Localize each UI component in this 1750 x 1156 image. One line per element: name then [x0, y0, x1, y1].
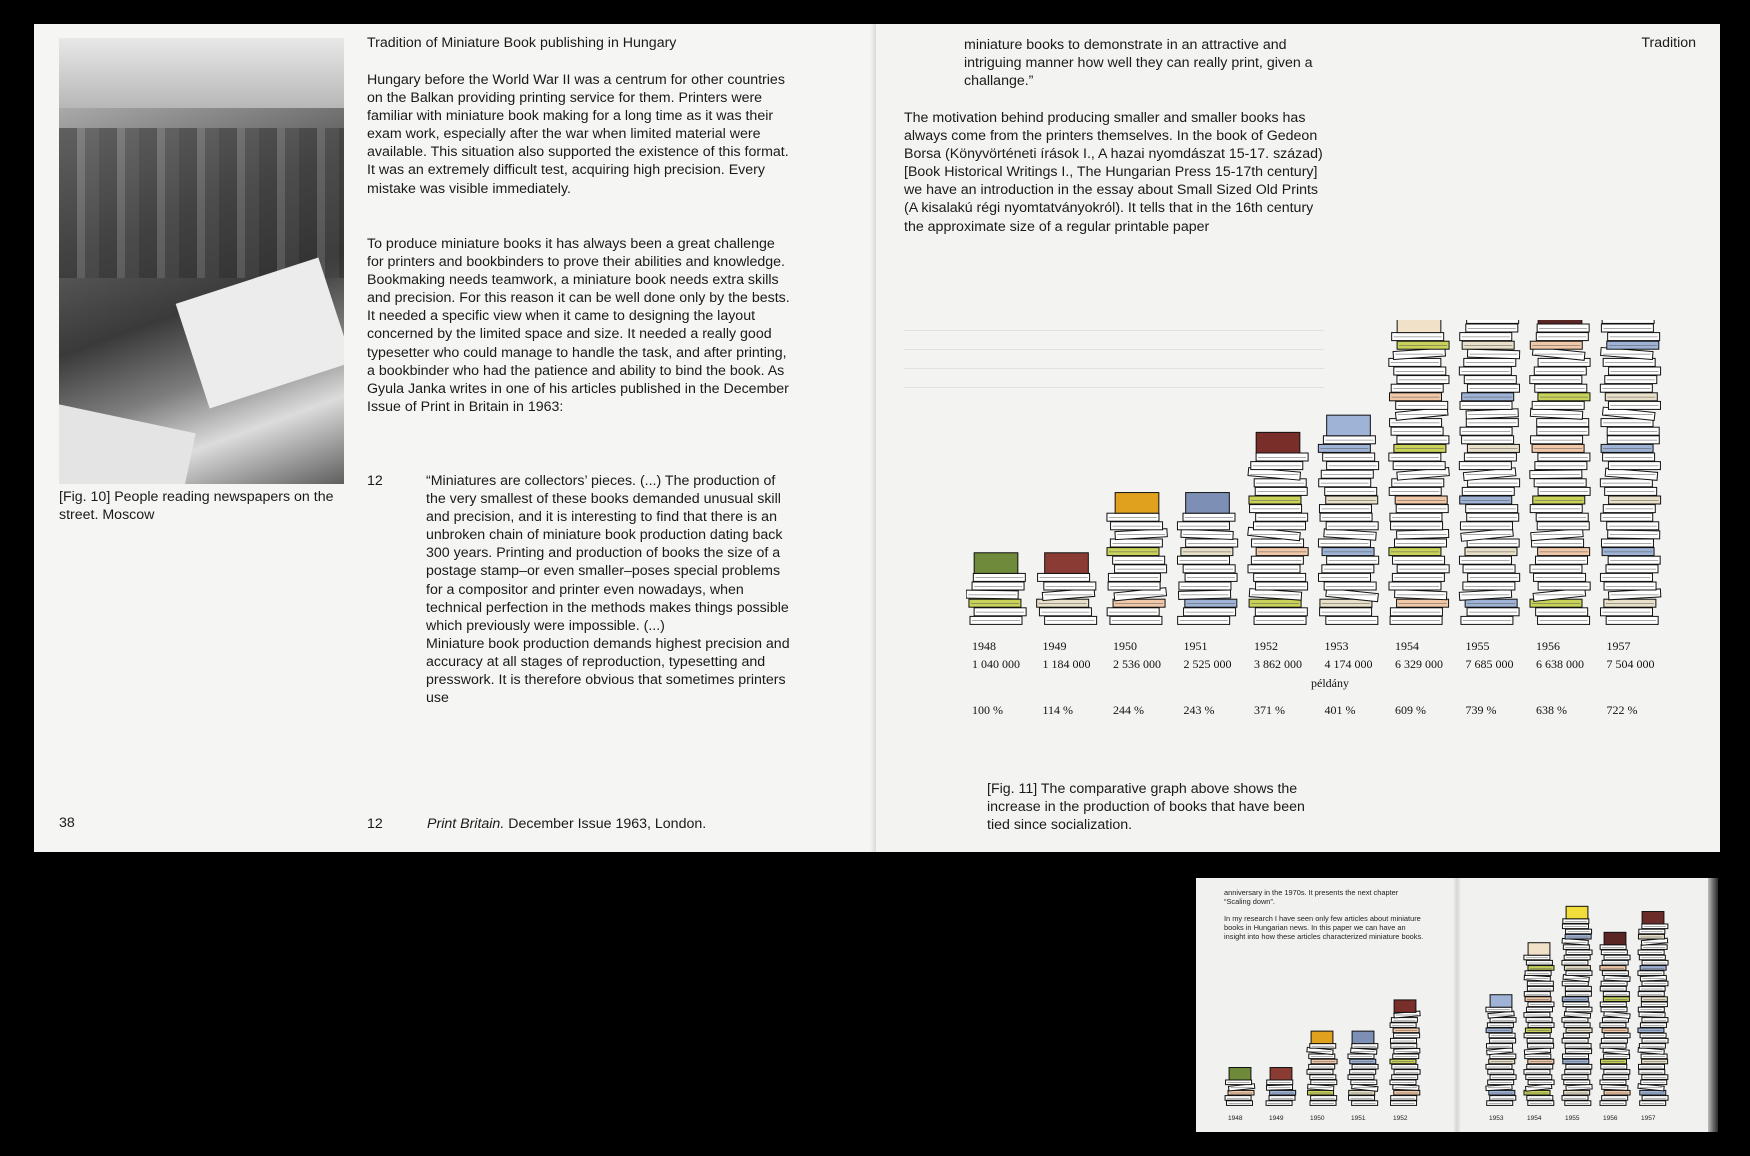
unit-label: példány — [1311, 676, 1349, 690]
page-number: 38 — [59, 815, 75, 831]
book-stack-1957 — [1600, 320, 1660, 624]
footnote-number: 12 — [367, 816, 383, 832]
copies-label: 7 685 000 — [1465, 657, 1514, 671]
percent-label: 401 % — [1324, 703, 1356, 717]
thumb-year-label: 1949 — [1269, 1115, 1284, 1122]
book-stack-1951 — [1177, 493, 1237, 625]
footnote — [427, 815, 847, 833]
book-stack-1955 — [1459, 320, 1519, 624]
year-label: 1952 — [1254, 639, 1278, 653]
quote-continued: Miniature book production demands highest precision and accuracy at all stages of reproduction, typesetting and presswork. It is therefore obvious that sometimes printers use — [426, 635, 790, 707]
thumb-year-label: 1948 — [1228, 1115, 1243, 1122]
thumb-year-label: 1957 — [1641, 1115, 1656, 1122]
thumb-year-label: 1950 — [1310, 1115, 1325, 1122]
left-page — [34, 24, 876, 852]
percent-label: 638 % — [1536, 703, 1567, 717]
year-label: 1950 — [1113, 639, 1137, 653]
thumb-stack-1951 — [1348, 1031, 1378, 1105]
body-paragraph-2: To produce miniature books it has always been a great challenge for printers and bookbinders to prove their abilities and knowledge. Bookmaking needs teamwork, a miniature book needs extra skills and precision. For this reason it can be well done only by the bests. It needed a specific view when it came to designing the layout concerned by the limited space and size. It needed a really good typesetter who could manage to handle the task, and after printing, a bookbinder who had the patience and ability to bind the book. As Gyula Janka writes in one of his articles published in the December Issue of Print in Britain in 1963: — [367, 236, 790, 415]
percent-label: 244 % — [1113, 703, 1144, 717]
book-stack-1949 — [1037, 553, 1097, 625]
copies-label: 7 504 000 — [1606, 657, 1655, 671]
figure-caption: [Fig. 11] The comparative graph above shows the increase in the production of books that have been tied since socialization. — [987, 781, 1305, 834]
body-paragraph: The motivation behind producing smaller and smaller books has always come from the printers themselves. In the book of Gedeon Borsa (Könyvörténeti írások I., A hazai nyomdászat 15-17. század) [Book Historical Writings I., The Hungarian Press 15-17th century] we have an introduction in the essay about Small Sized Old Prints (A kisalakú régi nyomtatványokról). It tells that in the 16th century the approximate size of a regular printable paper — [904, 110, 1323, 235]
percent-label: 722 % — [1606, 703, 1638, 717]
newspaper-readers-photo — [59, 38, 344, 484]
year-label: 1955 — [1465, 639, 1490, 653]
footnote-title: Print Britain. — [427, 816, 505, 832]
book-stacks — [966, 320, 1661, 624]
thumb-stack-1952 — [1390, 1000, 1420, 1105]
chart-labels — [972, 639, 1655, 717]
year-label: 1951 — [1183, 639, 1208, 653]
book-stack-1954 — [1389, 320, 1449, 624]
block-quote — [426, 472, 796, 707]
thumbnail-text-2: In my research I have seen only few articles about miniature books in Hungarian news. In this paper we can have an insight into how these articles characterized miniature books. — [1224, 914, 1424, 941]
copies-label: 6 638 000 — [1536, 657, 1584, 671]
thumb-stack-1948 — [1225, 1068, 1255, 1106]
copies-label: 4 174 000 — [1324, 657, 1373, 671]
thumbnail-text-1: anniversary in the 1970s. It presents the next chapter “Scaling down”. — [1224, 888, 1399, 906]
thumb-year-label: 1952 — [1393, 1115, 1408, 1122]
thumb-stack-1954 — [1524, 943, 1554, 1106]
year-label: 1957 — [1606, 639, 1631, 653]
book-stack-1950 — [1107, 493, 1167, 625]
note-number: 12 — [367, 473, 383, 489]
copies-label: 1 040 000 — [972, 657, 1020, 671]
quote-end: miniature books to demonstrate in an attractive and intriguing manner how well they can really print, given a challange.” — [964, 37, 1313, 90]
copies-label: 1 184 000 — [1042, 657, 1091, 671]
copies-label: 2 525 000 — [1183, 657, 1232, 671]
percent-label: 739 % — [1465, 703, 1497, 717]
year-label: 1949 — [1042, 639, 1067, 653]
thumb-year-label: 1951 — [1351, 1115, 1366, 1122]
percent-label: 243 % — [1183, 703, 1215, 717]
thumb-stack-1956 — [1600, 932, 1630, 1105]
year-label: 1948 — [972, 639, 996, 653]
section-title: Tradition of Miniature Book publishing in Hungary — [367, 35, 677, 51]
thumb-stack-1953 — [1486, 995, 1516, 1106]
footnote-rest: December Issue 1963, London. — [504, 816, 707, 832]
thumb-year-label: 1956 — [1603, 1115, 1618, 1122]
thumbnail-chart — [1196, 878, 1718, 1132]
copies-label: 3 862 000 — [1254, 657, 1302, 671]
thumb-year-label: 1953 — [1489, 1115, 1504, 1122]
percent-label: 100 % — [972, 703, 1003, 717]
copies-label: 6 329 000 — [1395, 657, 1443, 671]
thumb-stack-1955 — [1562, 906, 1592, 1105]
percent-label: 609 % — [1395, 703, 1426, 717]
book-production-chart — [966, 320, 1682, 720]
thumb-stack-1957 — [1638, 912, 1668, 1106]
percent-label: 114 % — [1042, 703, 1074, 717]
book-stack-1952 — [1248, 432, 1308, 624]
photo-caption: [Fig. 10] People reading newspapers on the street. Moscow — [59, 489, 334, 524]
thumb-stack-1949 — [1266, 1068, 1296, 1106]
book-stack-1953 — [1318, 415, 1378, 624]
year-label: 1953 — [1324, 639, 1349, 653]
year-label: 1956 — [1536, 639, 1560, 653]
copies-label: 2 536 000 — [1113, 657, 1161, 671]
body-paragraph-1: Hungary before the World War II was a centrum for other countries on the Balkan providing printing service for them. Printers were familiar with miniature book making for a long time as it was their exam work, especially after the war when limited material were available. This situation also supported the existence of this format. It was an extremely difficult test, acquiring high precision. Every mistake was visible immediately. — [367, 72, 789, 197]
thumbnail-spread — [1196, 878, 1718, 1132]
year-label: 1954 — [1395, 639, 1419, 653]
book-stack-1956 — [1530, 320, 1590, 624]
running-head: Tradition — [1641, 35, 1696, 51]
book-stack-1948 — [966, 553, 1026, 625]
thumb-year-label: 1954 — [1527, 1115, 1542, 1122]
thumb-stack-1950 — [1307, 1031, 1337, 1105]
percent-label: 371 % — [1254, 703, 1285, 717]
quote-text: “Miniatures are collectors’ pieces. (...) The production of the very smallest of these books demanded unusual skill and precision, and it is interesting to find that there is an unbroken chain of miniature book production dating back 300 years. Printing and production of books the size of a postage stamp–or even smaller–poses special problems for a compositor and printer even nowadays, when technical perfection in the methods makes things possible which previously were impossible. (...) — [426, 473, 789, 634]
thumb-year-label: 1955 — [1565, 1115, 1580, 1122]
